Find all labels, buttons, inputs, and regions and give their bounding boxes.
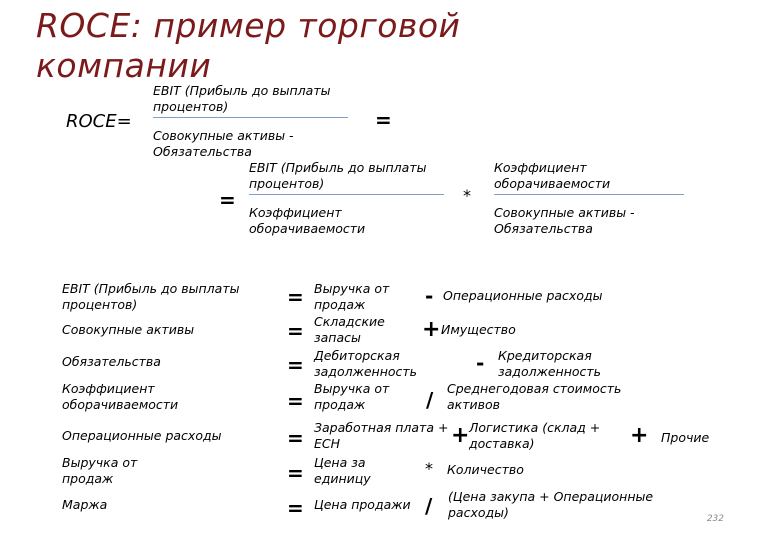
row-op1: +	[422, 317, 441, 342]
formula2-frac2-line	[494, 194, 684, 195]
row-term2: Количество	[447, 462, 524, 477]
row-equals: =	[287, 426, 304, 450]
formula2-frac1-numerator: EBIT (Прибыль до выплаты процентов)	[249, 160, 427, 191]
page-title: ROCE: пример торговой компании	[36, 6, 461, 85]
formula1-denominator: Совокупные активы - Обязательства	[153, 128, 294, 159]
row-term2: Имущество	[441, 322, 516, 337]
row-term1: Цена продажи	[314, 497, 411, 512]
row-term1: Выручка от продаж	[314, 381, 390, 412]
row-term3: Прочие	[661, 430, 710, 445]
row-term1: Дебиторская задолженность	[314, 348, 418, 379]
row-term1: Заработная плата + ЕСН	[314, 420, 449, 451]
row-term1: Складские запасы	[314, 314, 385, 345]
row-op1: -	[425, 284, 434, 308]
row-equals: =	[287, 461, 304, 485]
formula1-numerator: EBIT (Прибыль до выплаты процентов)	[153, 83, 331, 114]
formula2-equals: =	[219, 188, 236, 212]
formula2-times: *	[463, 186, 471, 205]
row-op1: *	[425, 459, 433, 478]
row-term1: Цена за единицу	[314, 455, 371, 486]
row-op1: /	[425, 494, 433, 518]
row-equals: =	[287, 285, 304, 309]
page-number: 232	[706, 514, 724, 524]
row-equals: =	[287, 389, 304, 413]
row-label: Обязательства	[62, 354, 161, 369]
formula2-frac1-line	[249, 194, 444, 195]
row-equals: =	[287, 353, 304, 377]
row-op1: /	[426, 388, 434, 412]
row-label: Операционные расходы	[62, 428, 222, 443]
row-term2: Среднегодовая стоимость активов	[447, 381, 622, 412]
row-label: EBIT (Прибыль до выплаты процентов)	[62, 281, 240, 312]
row-term2: Операционные расходы	[443, 288, 603, 303]
row-op1: +	[451, 423, 470, 448]
row-label: Совокупные активы	[62, 322, 195, 337]
row-op1: -	[476, 351, 485, 375]
formula1-equals: =	[375, 108, 392, 132]
row-term2: Логистика (склад + доставка)	[469, 420, 601, 451]
formula2-frac2-denominator: Совокупные активы - Обязательства	[494, 205, 635, 236]
row-op2: +	[630, 423, 649, 448]
formula1-lhs: ROCE=	[66, 111, 132, 132]
row-equals: =	[287, 496, 304, 520]
row-label: Выручка от продаж	[62, 455, 138, 486]
row-term2: (Цена закупа + Операционные расходы)	[448, 489, 654, 520]
row-label: Коэффициент оборачиваемости	[62, 381, 179, 412]
formula2-frac2-numerator: Коэффициент оборачиваемости	[494, 160, 611, 191]
row-term1: Выручка от продаж	[314, 281, 390, 312]
row-label: Маржа	[62, 497, 108, 512]
formula1-fraction-line	[153, 117, 348, 118]
formula2-frac1-denominator: Коэффициент оборачиваемости	[249, 205, 366, 236]
row-equals: =	[287, 319, 304, 343]
row-term2: Кредиторская задолженность	[498, 348, 602, 379]
